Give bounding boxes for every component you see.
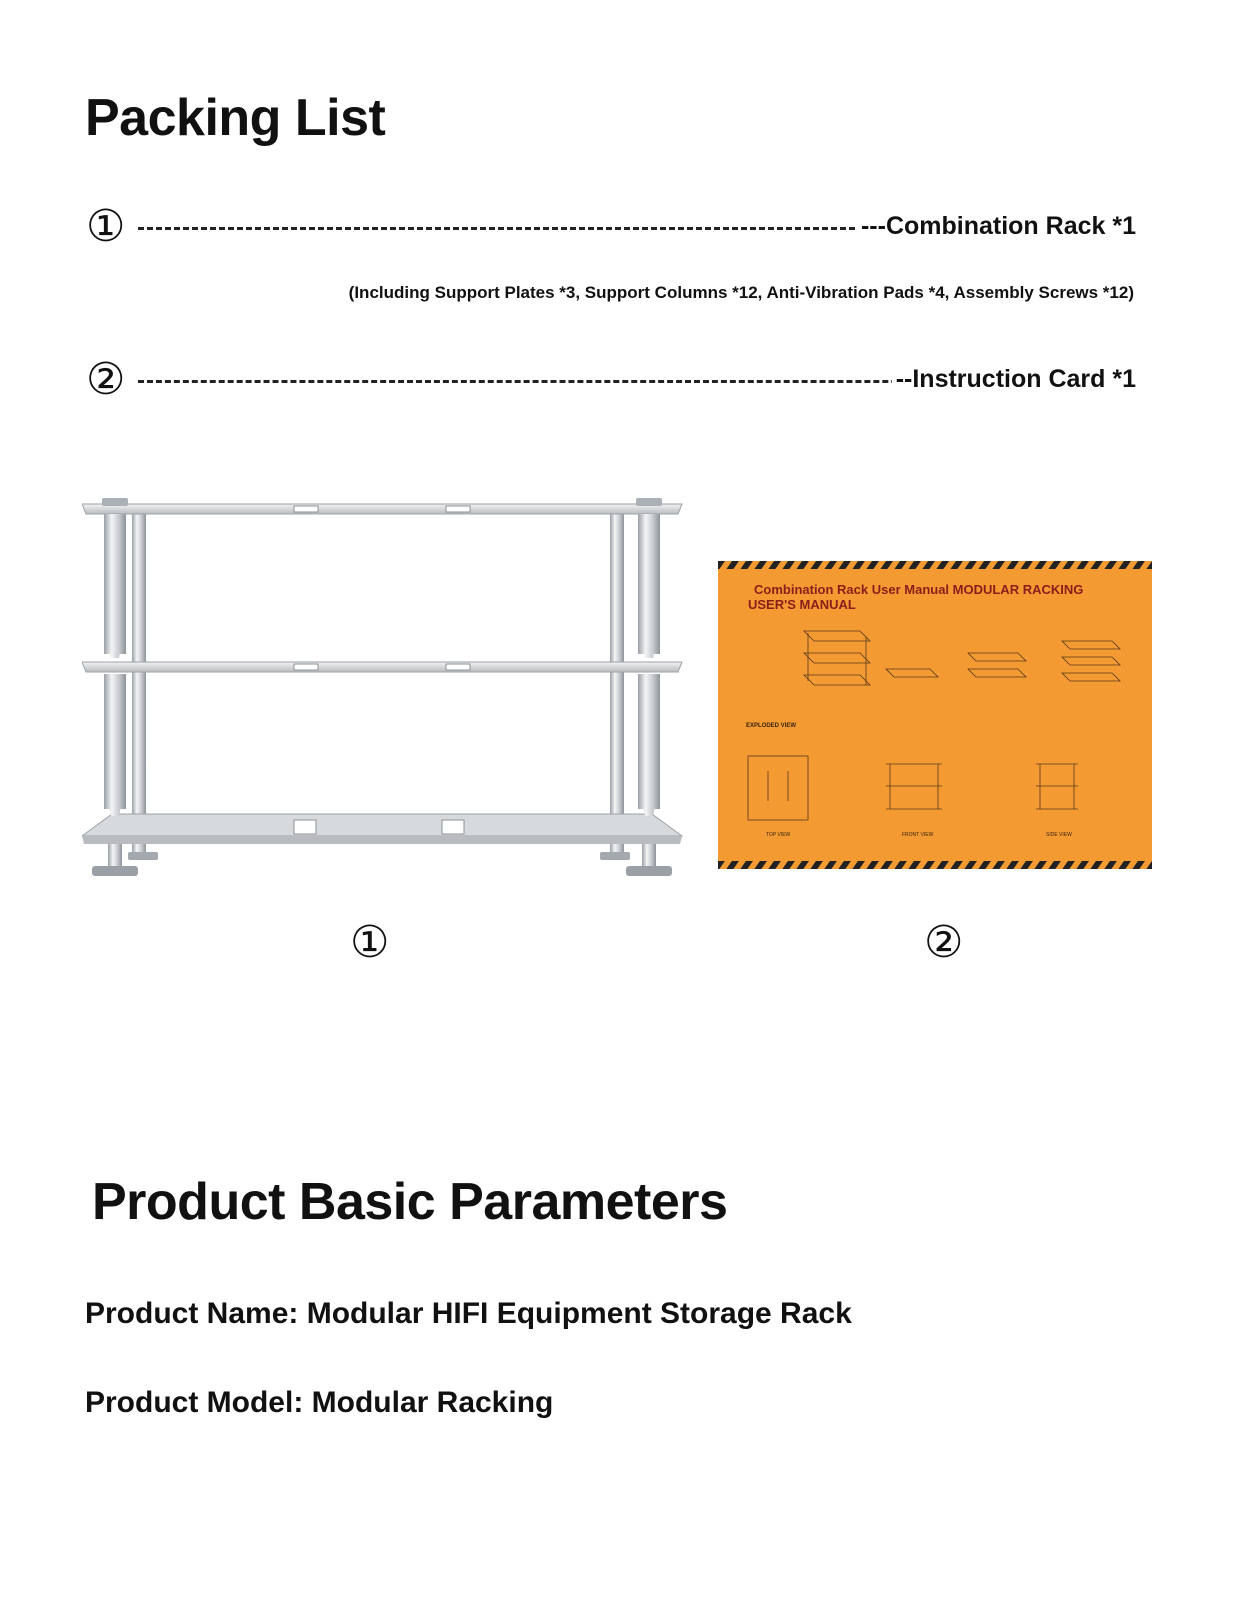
dashed-leader-line — [138, 380, 978, 383]
product-model: Product Model: Modular Racking — [85, 1386, 554, 1419]
item-label-instruction-card: --Instruction Card *1 — [892, 361, 1136, 397]
item-label-combination-rack: ---Combination Rack *1 — [857, 208, 1136, 244]
combination-rack-image — [82, 498, 702, 918]
packing-item-1 — [86, 202, 1136, 252]
figure-number-2: ② — [924, 917, 964, 968]
parameters-title: Product Basic Parameters — [92, 1173, 728, 1231]
dashed-leader-line — [138, 227, 918, 230]
manual-side-view-label: SIDE VIEW — [1046, 832, 1072, 838]
manual-top-view-label: TOP VIEW — [766, 832, 791, 838]
manual-title-line1: Combination Rack User Manual MODULAR RACKING — [754, 582, 1084, 597]
product-name: Product Name: Modular HIFI Equipment Storage Rack — [85, 1297, 852, 1330]
manual-front-view-label: FRONT VIEW — [902, 832, 934, 838]
instruction-card-image — [718, 561, 1152, 869]
figure-number-1: ① — [350, 917, 390, 968]
item-number-1: ① — [86, 201, 126, 252]
manual-exploded-view-label: EXPLODED VIEW — [746, 723, 797, 729]
manual-title-line2: USER'S MANUAL — [748, 597, 856, 612]
item-number-2: ② — [86, 354, 126, 405]
packing-list-title: Packing List — [85, 89, 386, 147]
combination-rack-contents-note: (Including Support Plates *3, Support Columns *12, Anti-Vibration Pads *4, Assembly Screws *12) — [348, 283, 1134, 302]
packing-item-2 — [86, 355, 1136, 405]
